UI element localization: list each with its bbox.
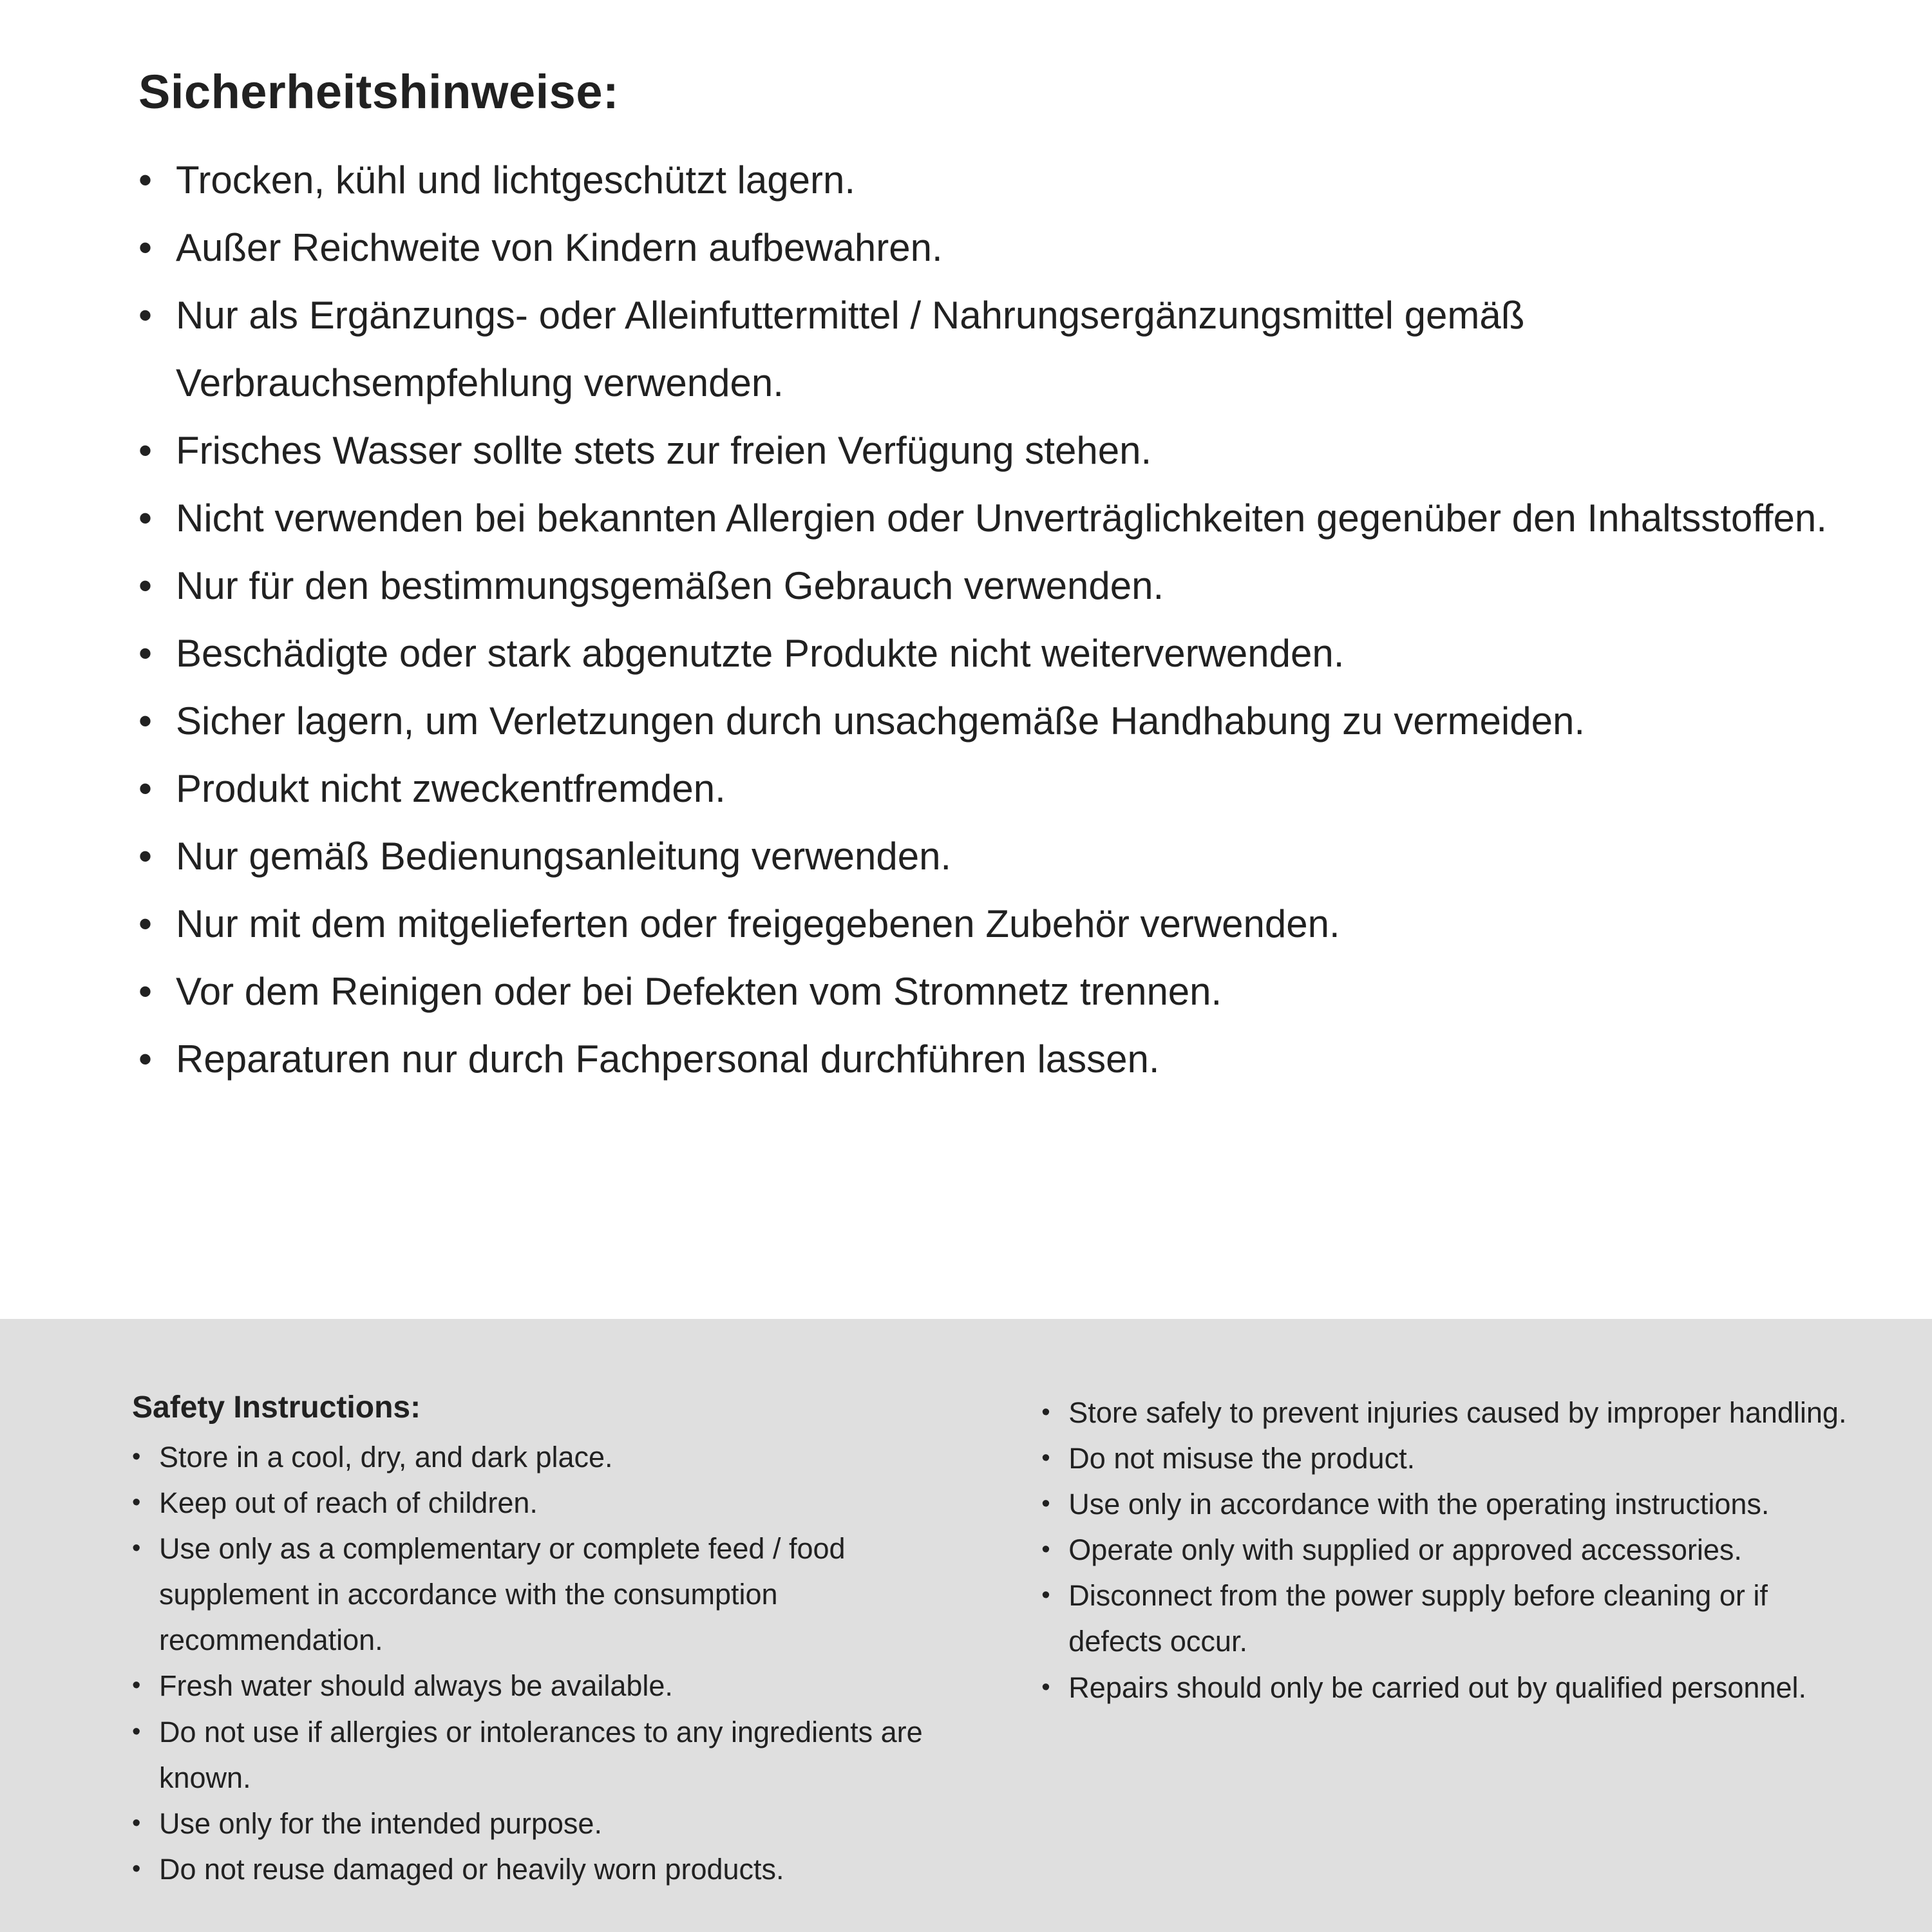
list-item: • Store in a cool, dry, and dark place. <box>132 1434 983 1480</box>
list-item: • Fresh water should always be available. <box>132 1663 983 1709</box>
german-section-title: Sicherheitshinweise: <box>138 65 620 118</box>
list-item: • Sicher lagern, um Verletzungen durch unsachgemäße Handhabung zu vermeiden. <box>138 687 1855 755</box>
list-item: • Reparaturen nur durch Fachpersonal durchführen lassen. <box>138 1025 1855 1093</box>
list-item: • Repairs should only be carried out by qualified personnel. <box>1041 1665 1848 1710</box>
list-item: • Frisches Wasser sollte stets zur freien Verfügung stehen. <box>138 417 1855 484</box>
english-left-column <box>132 1390 983 1892</box>
english-right-column <box>1041 1390 1848 1710</box>
english-safety-list-right <box>1041 1390 1848 1710</box>
list-item: • Operate only with supplied or approved accessories. <box>1041 1527 1848 1573</box>
list-item: • Disconnect from the power supply before cleaning or if defects occur. <box>1041 1573 1848 1664</box>
list-item: • Produkt nicht zweckentfremden. <box>138 755 1855 822</box>
list-item: • Do not use if allergies or intolerances to any ingredients are known. <box>132 1709 983 1801</box>
list-item: • Store safely to prevent injuries caused by improper handling. <box>1041 1390 1848 1435</box>
list-item: • Do not reuse damaged or heavily worn products. <box>132 1846 983 1892</box>
list-item: • Nur mit dem mitgelieferten oder freigegebenen Zubehör verwenden. <box>138 890 1855 958</box>
list-item: • Use only for the intended purpose. <box>132 1801 983 1846</box>
english-section-title: Safety Instructions: <box>132 1390 421 1425</box>
list-item: • Use only as a complementary or complete feed / food supplement in accordance with the consumption recommendation. <box>132 1526 983 1663</box>
list-item: • Keep out of reach of children. <box>132 1480 983 1526</box>
list-item: • Nur als Ergänzungs- oder Alleinfuttermittel / Nahrungsergänzungsmittel gemäß Verbrauchsempfehlung verwenden. <box>138 281 1855 417</box>
list-item: • Trocken, kühl und lichtgeschützt lagern. <box>138 146 1855 214</box>
english-safety-list-left <box>132 1434 983 1892</box>
english-safety-section <box>0 1319 1932 1932</box>
list-item: • Vor dem Reinigen oder bei Defekten vom Stromnetz trennen. <box>138 958 1855 1025</box>
german-safety-list <box>138 146 1855 1093</box>
list-item: • Nicht verwenden bei bekannten Allergien oder Unverträglichkeiten gegenüber den Inhaltsstoffen. <box>138 484 1855 552</box>
list-item: • Nur gemäß Bedienungsanleitung verwenden. <box>138 822 1855 890</box>
list-item: • Außer Reichweite von Kindern aufbewahren. <box>138 214 1855 281</box>
list-item: • Use only in accordance with the operating instructions. <box>1041 1481 1848 1527</box>
list-item: • Beschädigte oder stark abgenutzte Produkte nicht weiterverwenden. <box>138 620 1855 687</box>
list-item: • Nur für den bestimmungsgemäßen Gebrauch verwenden. <box>138 552 1855 620</box>
list-item: • Do not misuse the product. <box>1041 1435 1848 1481</box>
english-columns <box>132 1390 1848 1892</box>
